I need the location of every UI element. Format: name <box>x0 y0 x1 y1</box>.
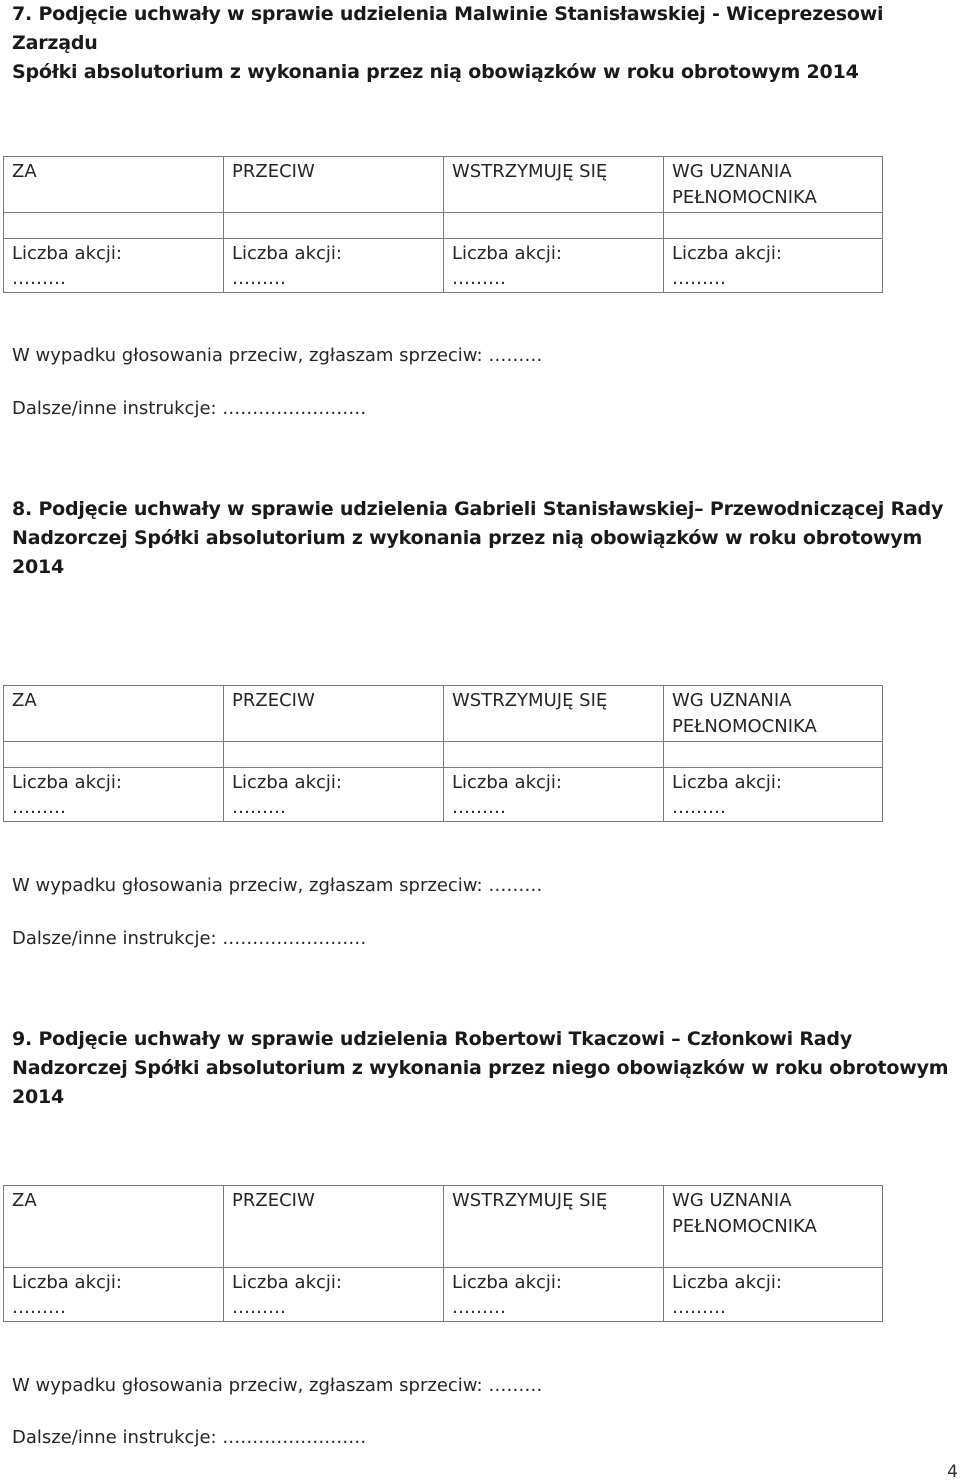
count-field-wstrzymuje[interactable]: Liczba akcji: ……… <box>444 239 664 293</box>
vote-table-7 <box>3 156 883 293</box>
count-field-wstrzymuje[interactable]: Liczba akcji: ……… <box>444 1268 664 1322</box>
blank-cell <box>4 213 224 239</box>
column-wg-uznania: WG UZNANIA PEŁNOMOCNIKA <box>664 157 883 213</box>
instructions-field[interactable]: Dalsze/inne instrukcje: …………………… <box>12 398 367 419</box>
column-przeciw: PRZECIW <box>224 157 444 213</box>
resolution-8-heading <box>12 495 952 582</box>
count-field-wg-uznania[interactable]: Liczba akcji: ……… <box>664 768 883 822</box>
column-wstrzymuje: WSTRZYMUJĘ SIĘ <box>444 686 664 742</box>
vote-table-9 <box>3 1185 883 1322</box>
count-field-przeciw[interactable]: Liczba akcji: ……… <box>224 239 444 293</box>
column-wstrzymuje: WSTRZYMUJĘ SIĘ <box>444 1186 664 1268</box>
objection-field[interactable]: W wypadku głosowania przeciw, zgłaszam sprzeciw: ……… <box>12 1375 543 1396</box>
count-field-za[interactable]: Liczba akcji: ……… <box>4 1268 224 1322</box>
blank-cell <box>664 213 883 239</box>
count-field-wg-uznania[interactable]: Liczba akcji: ……… <box>664 1268 883 1322</box>
objection-field[interactable]: W wypadku głosowania przeciw, zgłaszam sprzeciw: ……… <box>12 875 543 896</box>
column-za: ZA <box>4 157 224 213</box>
column-przeciw: PRZECIW <box>224 686 444 742</box>
count-field-za[interactable]: Liczba akcji: ……… <box>4 768 224 822</box>
blank-cell <box>224 213 444 239</box>
count-field-wg-uznania[interactable]: Liczba akcji: ……… <box>664 239 883 293</box>
heading-line: Spółki absolutorium z wykonania przez nią obowiązków w roku obrotowym 2014 <box>12 61 859 83</box>
column-za: ZA <box>4 1186 224 1268</box>
column-wg-uznania: WG UZNANIA PEŁNOMOCNIKA <box>664 1186 883 1268</box>
vote-table-8 <box>3 685 883 822</box>
heading-line: Nadzorczej Spółki absolutorium z wykonania przez nią obowiązków w roku obrotowym <box>12 527 923 549</box>
column-wg-uznania: WG UZNANIA PEŁNOMOCNIKA <box>664 686 883 742</box>
blank-cell <box>444 742 664 768</box>
column-wstrzymuje: WSTRZYMUJĘ SIĘ <box>444 157 664 213</box>
column-przeciw: PRZECIW <box>224 1186 444 1268</box>
heading-line: Nadzorczej Spółki absolutorium z wykonania przez niego obowiązków w roku obrotowym <box>12 1057 949 1079</box>
count-field-za[interactable]: Liczba akcji: ……… <box>4 239 224 293</box>
blank-cell <box>444 213 664 239</box>
count-field-przeciw[interactable]: Liczba akcji: ……… <box>224 1268 444 1322</box>
page-number: 4 <box>947 1462 958 1482</box>
blank-cell <box>224 742 444 768</box>
heading-line: 8. Podjęcie uchwały w sprawie udzielenia Gabrieli Stanisławskiej– Przewodniczącej Rady <box>12 498 944 520</box>
heading-line: 2014 <box>12 1086 65 1108</box>
heading-line: 2014 <box>12 556 65 578</box>
heading-line: 7. Podjęcie uchwały w sprawie udzielenia Malwinie Stanisławskiej - Wiceprezesowi Zarządu <box>12 3 884 54</box>
column-za: ZA <box>4 686 224 742</box>
resolution-9-heading <box>12 1025 952 1112</box>
objection-field[interactable]: W wypadku głosowania przeciw, zgłaszam sprzeciw: ……… <box>12 345 543 366</box>
blank-cell <box>4 742 224 768</box>
count-field-wstrzymuje[interactable]: Liczba akcji: ……… <box>444 768 664 822</box>
resolution-7-heading <box>12 0 952 87</box>
instructions-field[interactable]: Dalsze/inne instrukcje: …………………… <box>12 1427 367 1448</box>
instructions-field[interactable]: Dalsze/inne instrukcje: …………………… <box>12 928 367 949</box>
blank-cell <box>664 742 883 768</box>
heading-line: 9. Podjęcie uchwały w sprawie udzielenia Robertowi Tkaczowi – Członkowi Rady <box>12 1028 853 1050</box>
count-field-przeciw[interactable]: Liczba akcji: ……… <box>224 768 444 822</box>
